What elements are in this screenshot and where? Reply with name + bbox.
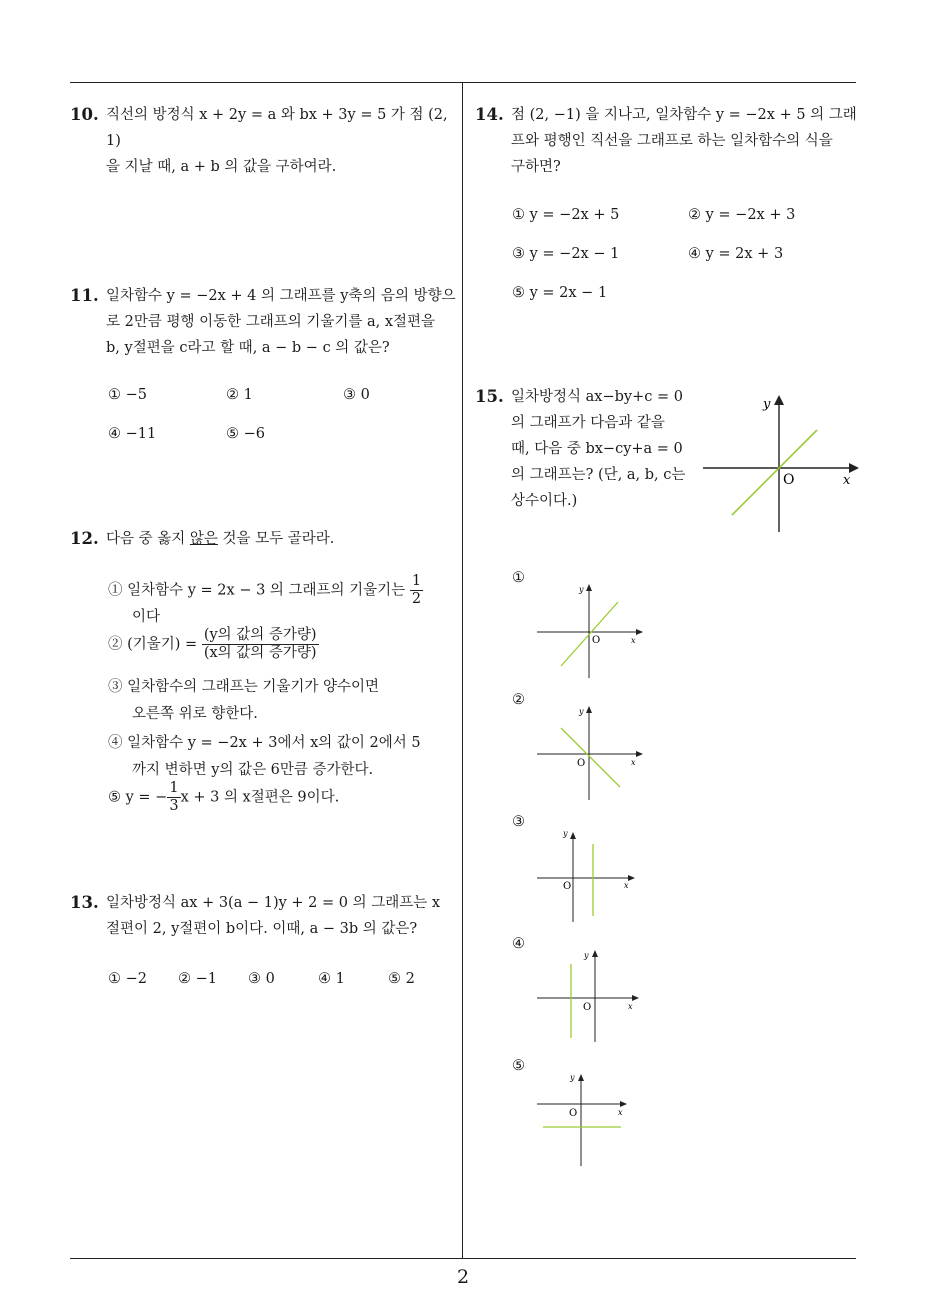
choice-option[interactable]: ⑤ −6	[226, 426, 265, 442]
choice-option[interactable]: ② 1	[226, 387, 253, 403]
question-text-line: 직선의 방정식 x + 2y = a 와 bx + 3y = 5 가 점 (2, 1)	[106, 107, 448, 149]
svg-text:y: y	[579, 707, 584, 716]
y-axis-label: y	[763, 397, 771, 412]
choice-option[interactable]: ③ 0	[343, 387, 370, 403]
question-number: 14.	[475, 105, 504, 124]
choice-option[interactable]: ④ y = 2x + 3	[688, 246, 784, 262]
statement-option-2[interactable]: ② (기울기) = $\frac{\text{(y의 값의 증가량)}}{\text{(x의 값의 증가량)}}$	[108, 627, 317, 661]
top-rule	[70, 82, 856, 83]
svg-text:x: x	[624, 881, 629, 890]
graph-option-mark[interactable]: ①	[512, 570, 525, 586]
y-axis-arrow	[774, 395, 784, 405]
question-number: 13.	[70, 893, 99, 912]
choice-option[interactable]: ① y = −2x + 5	[512, 207, 620, 223]
choice-option[interactable]: ⑤ y = 2x − 1	[512, 285, 608, 301]
choice-option[interactable]: ② y = −2x + 3	[688, 207, 796, 223]
svg-text:x: x	[618, 1108, 623, 1117]
choice-option[interactable]: ④ −11	[108, 426, 157, 442]
question-text-line: b, y절편을 c라고 할 때, a − b − c 의 값은?	[106, 340, 390, 356]
graph-option-5[interactable]	[535, 1068, 645, 1168]
question-text-line: 프와 평행인 직선을 그래프로 하는 일차함수의 식을	[511, 133, 833, 149]
statement-option-1[interactable]: ① 일차함수 y = 2x − 3 의 그래프의 기울기는 $\frac{1}{2}$	[108, 573, 422, 607]
question-text-line: 의 그래프는? (단, a, b, c는	[511, 467, 686, 483]
fraction: $\frac{1}{3}$	[169, 780, 179, 814]
question-text-line: 일차방정식 ax + 3(a − 1)y + 2 = 0 의 그래프는 x	[106, 895, 441, 911]
question-text-line: 로 2만큼 평행 이동한 그래프의 기울기를 a, x절편을	[106, 314, 436, 330]
origin-label: O	[783, 472, 795, 488]
svg-text:x: x	[631, 758, 636, 767]
question-text-line: 의 그래프가 다음과 같을	[511, 415, 665, 431]
page-number: 2	[456, 1266, 470, 1288]
question-number: 10.	[70, 105, 99, 124]
question-text-line: 절편이 2, y절편이 b이다. 이때, a − 3b 의 값은?	[106, 921, 418, 937]
question-number: 15.	[475, 387, 504, 406]
fraction: $\frac{\text{(y의 값의 증가량)}}{\text{(x의 값의 증가량)}}$	[203, 627, 317, 661]
question-text-line: 을 지날 때, a + b 의 값을 구하여라.	[106, 159, 337, 175]
statement-option-3[interactable]: ③ 일차함수의 그래프는 기울기가 양수이면	[108, 679, 380, 695]
column-divider	[462, 83, 463, 1259]
choice-option[interactable]: ① −5	[108, 387, 147, 403]
svg-text:y: y	[579, 585, 584, 594]
graph-option-4[interactable]	[535, 946, 645, 1046]
question-number: 12.	[70, 529, 99, 548]
underlined-word: 않은	[189, 531, 218, 547]
question-text-line: 점 (2, −1) 을 지나고, 일차함수 y = −2x + 5 의 그래	[511, 107, 857, 123]
question-text-line: 구하면?	[511, 159, 561, 175]
choice-option[interactable]: ③ y = −2x − 1	[512, 246, 620, 262]
graph-option-mark[interactable]: ②	[512, 692, 525, 708]
choice-option[interactable]: ② −1	[178, 971, 217, 987]
statement-option-5[interactable]: ⑤ y = − $\frac{1}{3}$ x + 3 의 x절편은 9이다.	[108, 780, 340, 814]
choice-option[interactable]: ① −2	[108, 971, 147, 987]
statement-option-4[interactable]: ④ 일차함수 y = −2x + 3에서 x의 값이 2에서 5	[108, 735, 421, 751]
statement-option-3-cont: 오른쪽 위로 향한다.	[132, 706, 258, 722]
choice-option[interactable]: ③ 0	[248, 971, 275, 987]
graph-option-2[interactable]	[535, 702, 645, 802]
svg-text:y: y	[563, 829, 568, 838]
choice-option[interactable]: ⑤ 2	[388, 971, 415, 987]
svg-text:x: x	[631, 636, 636, 645]
svg-text:O: O	[563, 881, 572, 892]
graph-option-mark[interactable]: ④	[512, 936, 525, 952]
graph-option-1[interactable]	[535, 580, 645, 680]
graph-option-3[interactable]	[535, 826, 645, 926]
question-text: 것을 모두 골라라.	[217, 531, 335, 547]
bottom-rule	[70, 1258, 856, 1259]
choice-option[interactable]: ④ 1	[318, 971, 345, 987]
svg-text:y: y	[584, 951, 589, 960]
graph-option-mark[interactable]: ⑤	[512, 1058, 525, 1074]
graph-line	[732, 430, 817, 515]
svg-text:O: O	[592, 635, 601, 646]
question-number: 11.	[70, 286, 99, 305]
question-text-line: 일차방정식 ax−by+c = 0	[511, 389, 683, 405]
x-axis-label: x	[843, 473, 851, 488]
question-text-line: 때, 다음 중 bx−cy+a = 0	[511, 441, 683, 457]
svg-text:O: O	[577, 758, 586, 769]
svg-text:O: O	[569, 1108, 578, 1119]
question-text-line: 상수이다.)	[511, 493, 578, 509]
svg-text:x: x	[628, 1002, 633, 1011]
statement-option-1-cont: 이다	[132, 609, 161, 625]
question-text-line: 일차함수 y = −2x + 4 의 그래프를 y축의 음의 방향으	[106, 288, 456, 304]
svg-text:y: y	[570, 1073, 575, 1082]
x-axis-arrow	[849, 463, 859, 473]
question-text: 다음 중 옳지	[106, 531, 190, 547]
fraction: $\frac{1}{2}$	[411, 573, 422, 607]
svg-text:O: O	[583, 1002, 592, 1013]
q15-main-graph	[695, 390, 865, 540]
graph-option-mark[interactable]: ③	[512, 814, 525, 830]
statement-option-4-cont: 까지 변하면 y의 값은 6만큼 증가한다.	[132, 762, 374, 778]
